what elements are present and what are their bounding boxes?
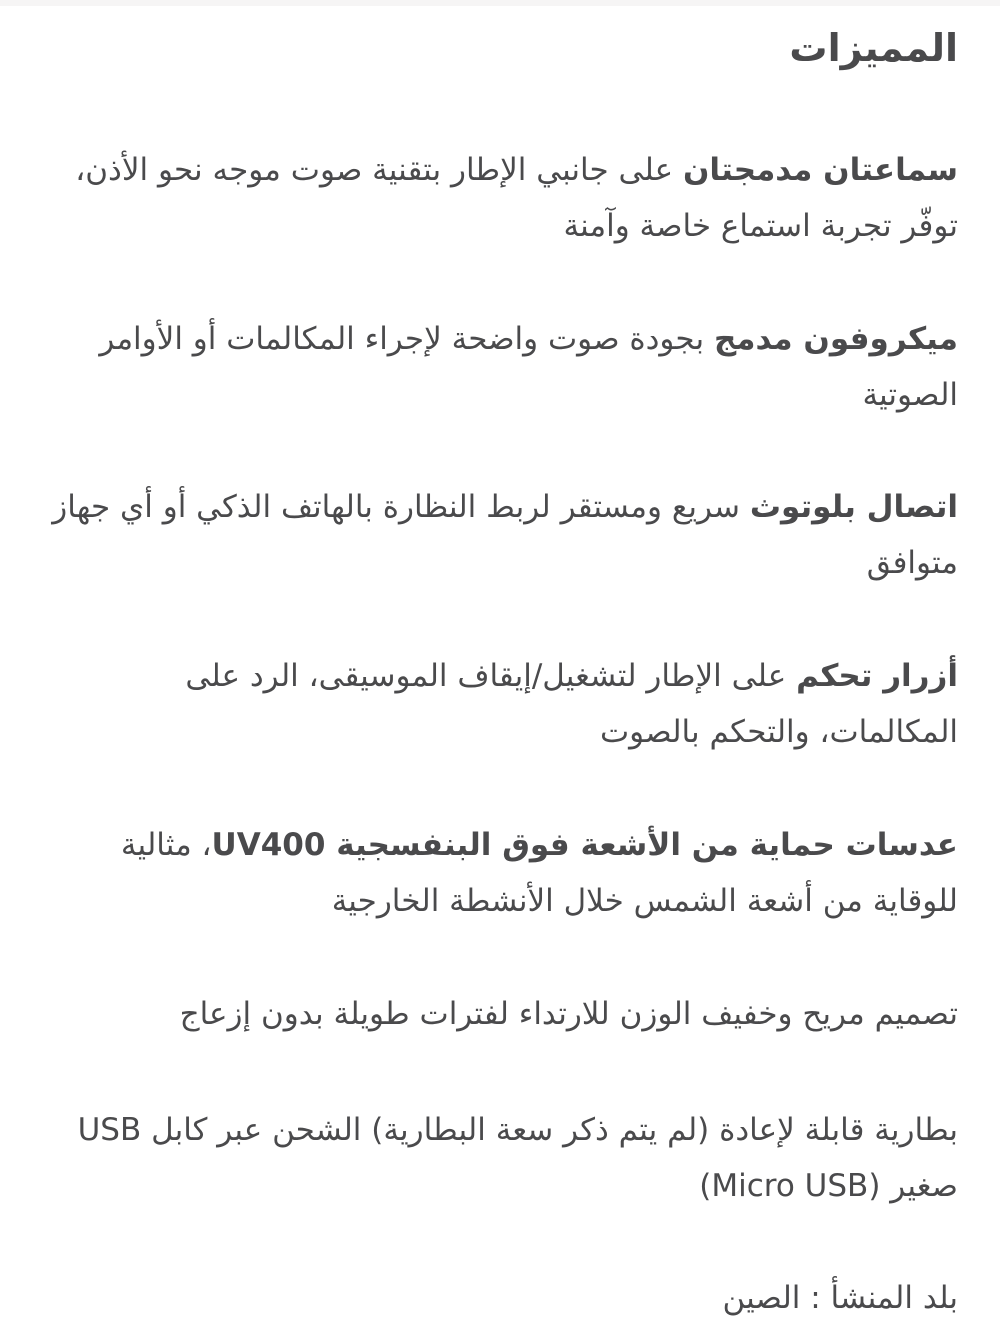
feature-lightweight-design xyxy=(40,986,958,1042)
feature-country-of-origin xyxy=(40,1270,958,1326)
feature-description: بلد المنشأ : الصين xyxy=(722,1280,958,1316)
feature-description: ، مثالية للوقاية من أشعة الشمس خلال الأنشطة الخارجية xyxy=(120,827,958,919)
feature-highlight: اتصال بلوتوث xyxy=(749,489,958,525)
feature-bluetooth xyxy=(40,479,958,591)
feature-highlight: سماعتان مدمجتان xyxy=(682,152,958,188)
feature-description: سريع ومستقر لربط النظارة بالهاتف الذكي أو أي جهاز متوافق xyxy=(52,489,958,581)
feature-uv400-lenses xyxy=(40,817,958,929)
feature-rechargeable-battery xyxy=(40,1102,958,1214)
feature-built-in-microphone xyxy=(40,311,958,423)
feature-description: على جانبي الإطار بتقنية صوت موجه نحو الأذن، توفّر تجربة استماع خاصة وآمنة xyxy=(75,152,958,244)
feature-control-buttons xyxy=(40,648,958,760)
feature-highlight: ميكروفون مدمج xyxy=(713,321,958,357)
feature-highlight: عدسات حماية من الأشعة فوق البنفسجية UV400 xyxy=(211,827,958,863)
feature-description: بجودة صوت واضحة لإجراء المكالمات أو الأوامر الصوتية xyxy=(99,321,958,413)
feature-description: بطارية قابلة لإعادة (لم يتم ذكر سعة البطارية) الشحن عبر كابل USB صغير (Micro USB) xyxy=(77,1112,958,1204)
section-title: المميزات xyxy=(789,26,958,70)
feature-description: على الإطار لتشغيل/إيقاف الموسيقى، الرد على المكالمات، والتحكم بالصوت xyxy=(185,658,958,750)
feature-built-in-speakers xyxy=(40,142,958,254)
top-edge-bar xyxy=(0,0,1000,6)
feature-description: تصميم مريح وخفيف الوزن للارتداء لفترات طويلة بدون إزعاج xyxy=(179,996,958,1032)
feature-highlight: أزرار تحكم xyxy=(796,658,958,694)
